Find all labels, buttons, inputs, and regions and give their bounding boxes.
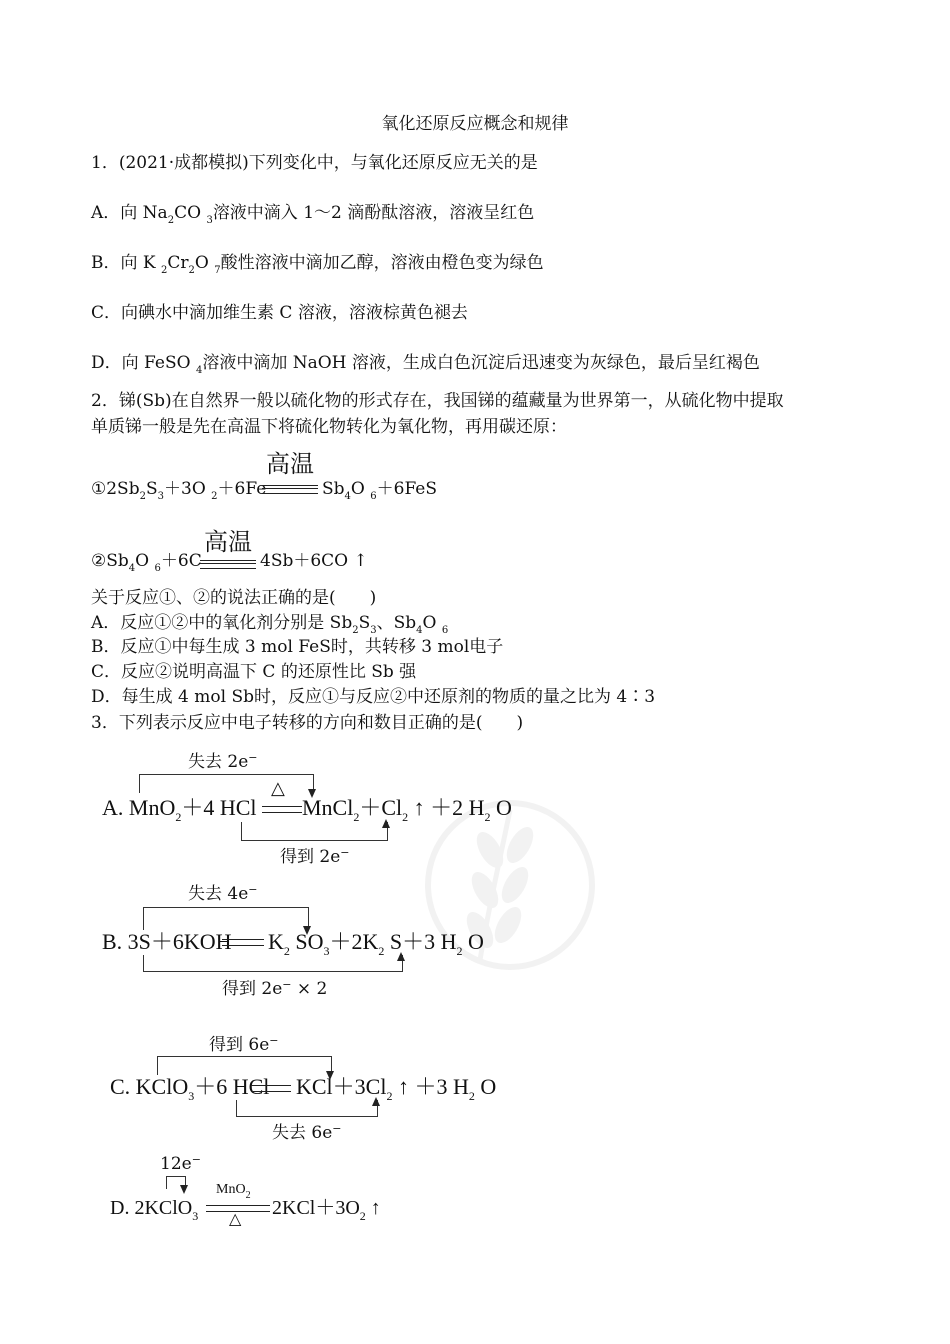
q3-a-equals-sign xyxy=(262,806,302,813)
q3-b-equals-sign xyxy=(222,939,264,946)
q2-question: 关于反应①、②的说法正确的是( ) xyxy=(91,588,377,608)
q3-d-catalyst: MnO$_2$ xyxy=(216,1182,251,1201)
q3-c-gain-label: 得到 6e− xyxy=(209,1034,279,1055)
q3-d-arrowhead xyxy=(180,1185,188,1194)
q2-equation-2-condition: 高温 xyxy=(200,530,256,570)
q3-b-gain-label: 得到 2e− × 2 xyxy=(222,978,328,999)
q3-stem: 3．下列表示反应中电子转移的方向和数目正确的是( ) xyxy=(91,713,524,733)
q3-b-equation-left: B. 3S＋6KOH xyxy=(102,929,232,954)
q2-option-d: D．每生成 4 mol Sb时，反应①与反应②中还原剂的物质的量之比为 4∶3 xyxy=(91,687,656,707)
q3-c-equation-left: C. KClO$_3$＋6 HCl xyxy=(110,1074,270,1103)
q1-stem: 1．(2021·成都模拟)下列变化中，与氧化还原反应无关的是 xyxy=(91,153,538,173)
q3-a-gain-label: 得到 2e− xyxy=(280,846,350,867)
q3-d-equation-right: $2KCl+3O_2$ ↑ xyxy=(272,1197,381,1223)
q3-b-bottom-bracket xyxy=(143,955,403,972)
q3-c-equals-sign xyxy=(251,1085,291,1092)
q2-stem-line2: 单质锑一般是先在高温下将硫化物转化为氧化物，再用碳还原： xyxy=(91,417,567,437)
q2-option-b: B．反应①中每生成 3 mol FeS时，共转移 3 mol电子 xyxy=(91,637,504,657)
q3-d-transfer-label: 12e− xyxy=(160,1153,201,1174)
q3-c-equation-right: $KCl+3Cl_2$ ↑ ＋3 $H_2$ O xyxy=(296,1074,497,1103)
q1-option-a: A．向 $Na_2CO$ $_3$溶液中滴入 1～2 滴酚酞溶液，溶液呈红色 xyxy=(91,203,535,226)
q3-d-heat-symbol: △ xyxy=(229,1209,242,1228)
q1-option-c: C．向碘水中滴加维生素 C 溶液，溶液棕黄色褪去 xyxy=(91,303,468,323)
q2-equation-2-right: 4Sb＋6CO ↑ xyxy=(260,551,368,571)
q3-d-equation-left: D. 2KClO$_3$ xyxy=(110,1197,199,1223)
q3-c-lose-label: 失去 6e− xyxy=(272,1122,342,1143)
q3-a-top-bracket xyxy=(139,774,314,793)
q2-equation-2-left: $②Sb_4O$ $_6$＋6C xyxy=(91,551,202,574)
q2-equation-1-left: $①2Sb_2S_3+3O$ $_2$＋6Fe xyxy=(91,479,267,502)
q2-equation-1-right: $Sb_4O$ $_6$＋6FeS xyxy=(322,479,438,502)
q3-a-bottom-bracket xyxy=(241,822,388,841)
q3-b-top-bracket xyxy=(143,907,309,930)
q3-b-lose-label: 失去 4e− xyxy=(188,883,258,904)
q3-a-equation-left: A. MnO$_2$＋4 HCl xyxy=(102,795,257,824)
q2-option-a: A．反应①②中的氧化剂分别是 $Sb_2S_3$、$Sb_4O$ $_6$ xyxy=(91,613,449,636)
q2-equation-1-condition: 高温 xyxy=(262,452,318,498)
q3-a-lose-label: 失去 2e− xyxy=(188,751,258,772)
q3-b-bottom-arrowhead xyxy=(397,952,405,961)
q3-c-top-bracket xyxy=(157,1056,332,1075)
q2-option-c: C．反应②说明高温下 C 的还原性比 Sb 强 xyxy=(91,662,417,682)
q2-stem-line1: 2．锑(Sb)在自然界一般以硫化物的形式存在，我国锑的蕴藏量为世界第一，从硫化物中提取 xyxy=(91,391,784,411)
page-title: 氧化还原反应概念和规律 xyxy=(381,114,569,134)
q1-option-b: B．向 K $_2Cr_2O$ $_7$酸性溶液中滴加乙醇，溶液由橙色变为绿色 xyxy=(91,253,544,276)
q1-option-d: D．向 FeSO $_4$溶液中滴加 NaOH 溶液，生成白色沉淀后迅速变为灰绿色，最后呈红褐色 xyxy=(91,353,760,376)
q3-c-bottom-arrowhead xyxy=(372,1097,380,1106)
q3-c-bottom-bracket xyxy=(236,1100,378,1117)
q3-a-equation-right: $MnCl_2+Cl_2$ ↑ ＋2 $H_2$ O xyxy=(302,795,512,824)
q3-a-heat-symbol: △ xyxy=(271,778,285,799)
q3-b-equation-right: $K_2$ $SO_3+2K_2$ S＋3 $H_2$ O xyxy=(268,929,484,958)
q3-a-bottom-arrowhead xyxy=(382,819,390,828)
